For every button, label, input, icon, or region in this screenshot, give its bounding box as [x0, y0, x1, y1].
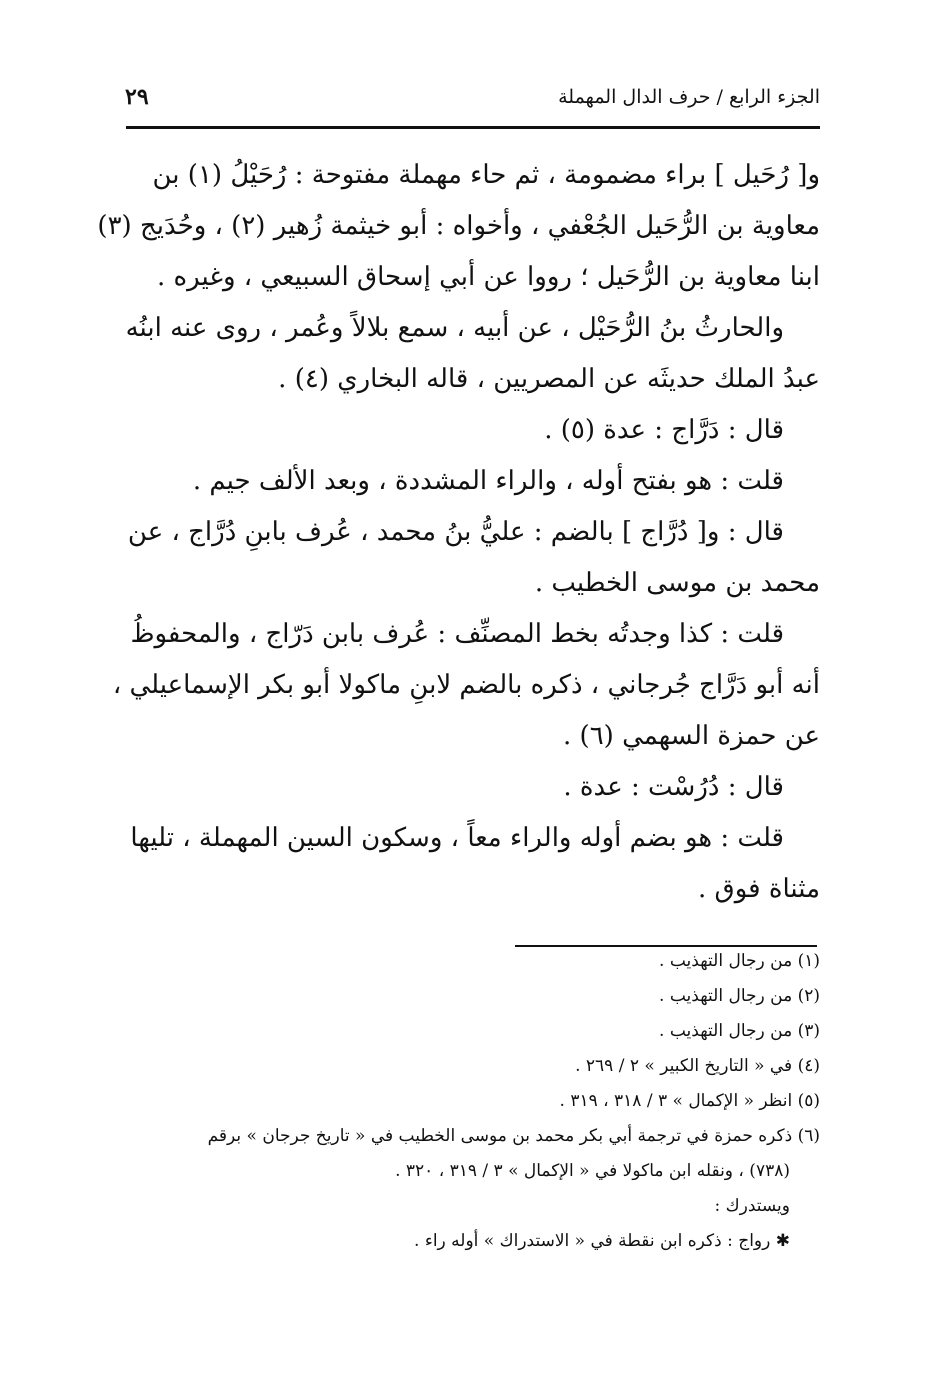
text-line: ابنا معاوية بن الرُّحَيل ؛ رووا عن أبي إسحاق السبيعي ، وغيره . [157, 262, 820, 292]
page-number: ٢٩ [125, 84, 149, 110]
text-line: قلت : هو بضم أوله والراء معاً ، وسكون السين المهملة ، تليها [130, 823, 784, 853]
text-line: عن حمزة السهمي (٦) . [563, 721, 820, 751]
text-line: و[ رُحَيل ] براء مضمومة ، ثم حاء مهملة مفتوحة : رُحَيْلُ (١) بن [152, 160, 820, 190]
text-line: قال : دَرَّاج : عدة (٥) . [544, 415, 784, 445]
text-line: أنه أبو دَرَّاج جُرجاني ، ذكره بالضم لابنِ ماكولا أبو بكر الإسماعيلي ، [112, 670, 820, 700]
footnote-bullet-entry: ✱ رواج : ذكره ابن نقطة في « الاستدراك » أوله راء . [414, 1231, 790, 1251]
running-header [120, 86, 820, 122]
header-title: الجزء الرابع / حرف الدال المهملة [558, 86, 820, 108]
footnote: (٥) انظر « الإكمال » ٣ / ٣١٨ ، ٣١٩ . [559, 1091, 820, 1111]
footnote: (٢) من رجال التهذيب . [659, 986, 820, 1006]
footnote: (٤) في « التاريخ الكبير » ٢ / ٢٦٩ . [575, 1056, 820, 1076]
text-line: محمد بن موسى الخطيب . [534, 568, 820, 598]
text-line: عبدُ الملك حديثَه عن المصريين ، قاله البخاري (٤) . [278, 364, 820, 394]
header-rule [126, 126, 820, 129]
text-line: والحارثُ بنُ الرُّحَيْل ، عن أبيه ، سمع بلالاً وعُمر ، روى عنه ابنُه [125, 313, 784, 343]
footnotes [120, 944, 820, 1259]
text-line: قلت : هو بفتح أوله ، والراء المشددة ، وبعد الألف جيم . [192, 466, 784, 496]
text-line: مثناة فوق . [698, 874, 820, 904]
footnote-addendum: ويستدرك : [714, 1196, 790, 1216]
text-line: قال : و[ دُرَّاج ] بالضم : عليُّ بنُ محمد ، عُرف بابنِ دُرَّاج ، عن [127, 517, 784, 547]
text-line: قلت : كذا وجدتُه بخط المصنِّف : عُرف بابن دَرّاج ، والمحفوظُ [130, 619, 784, 649]
text-line: معاوية بن الرُّحَيل الجُعْفي ، وأخواه : أبو خيثمة زُهير (٢) ، وحُدَيج (٣) [97, 211, 820, 241]
main-text [97, 150, 820, 915]
footnote-continuation: (٧٣٨) ، ونقله ابن ماكولا في « الإكمال » ٣ / ٣١٩ ، ٣٢٠ . [395, 1161, 790, 1181]
footnote: (١) من رجال التهذيب . [659, 951, 820, 971]
text-line: قال : دُرُسْت : عدة . [563, 772, 784, 802]
footnote: (٣) من رجال التهذيب . [659, 1021, 820, 1041]
footnote: (٦) ذكره حمزة في ترجمة أبي بكر محمد بن موسى الخطيب في « تاريخ جرجان » برقم [207, 1126, 820, 1146]
